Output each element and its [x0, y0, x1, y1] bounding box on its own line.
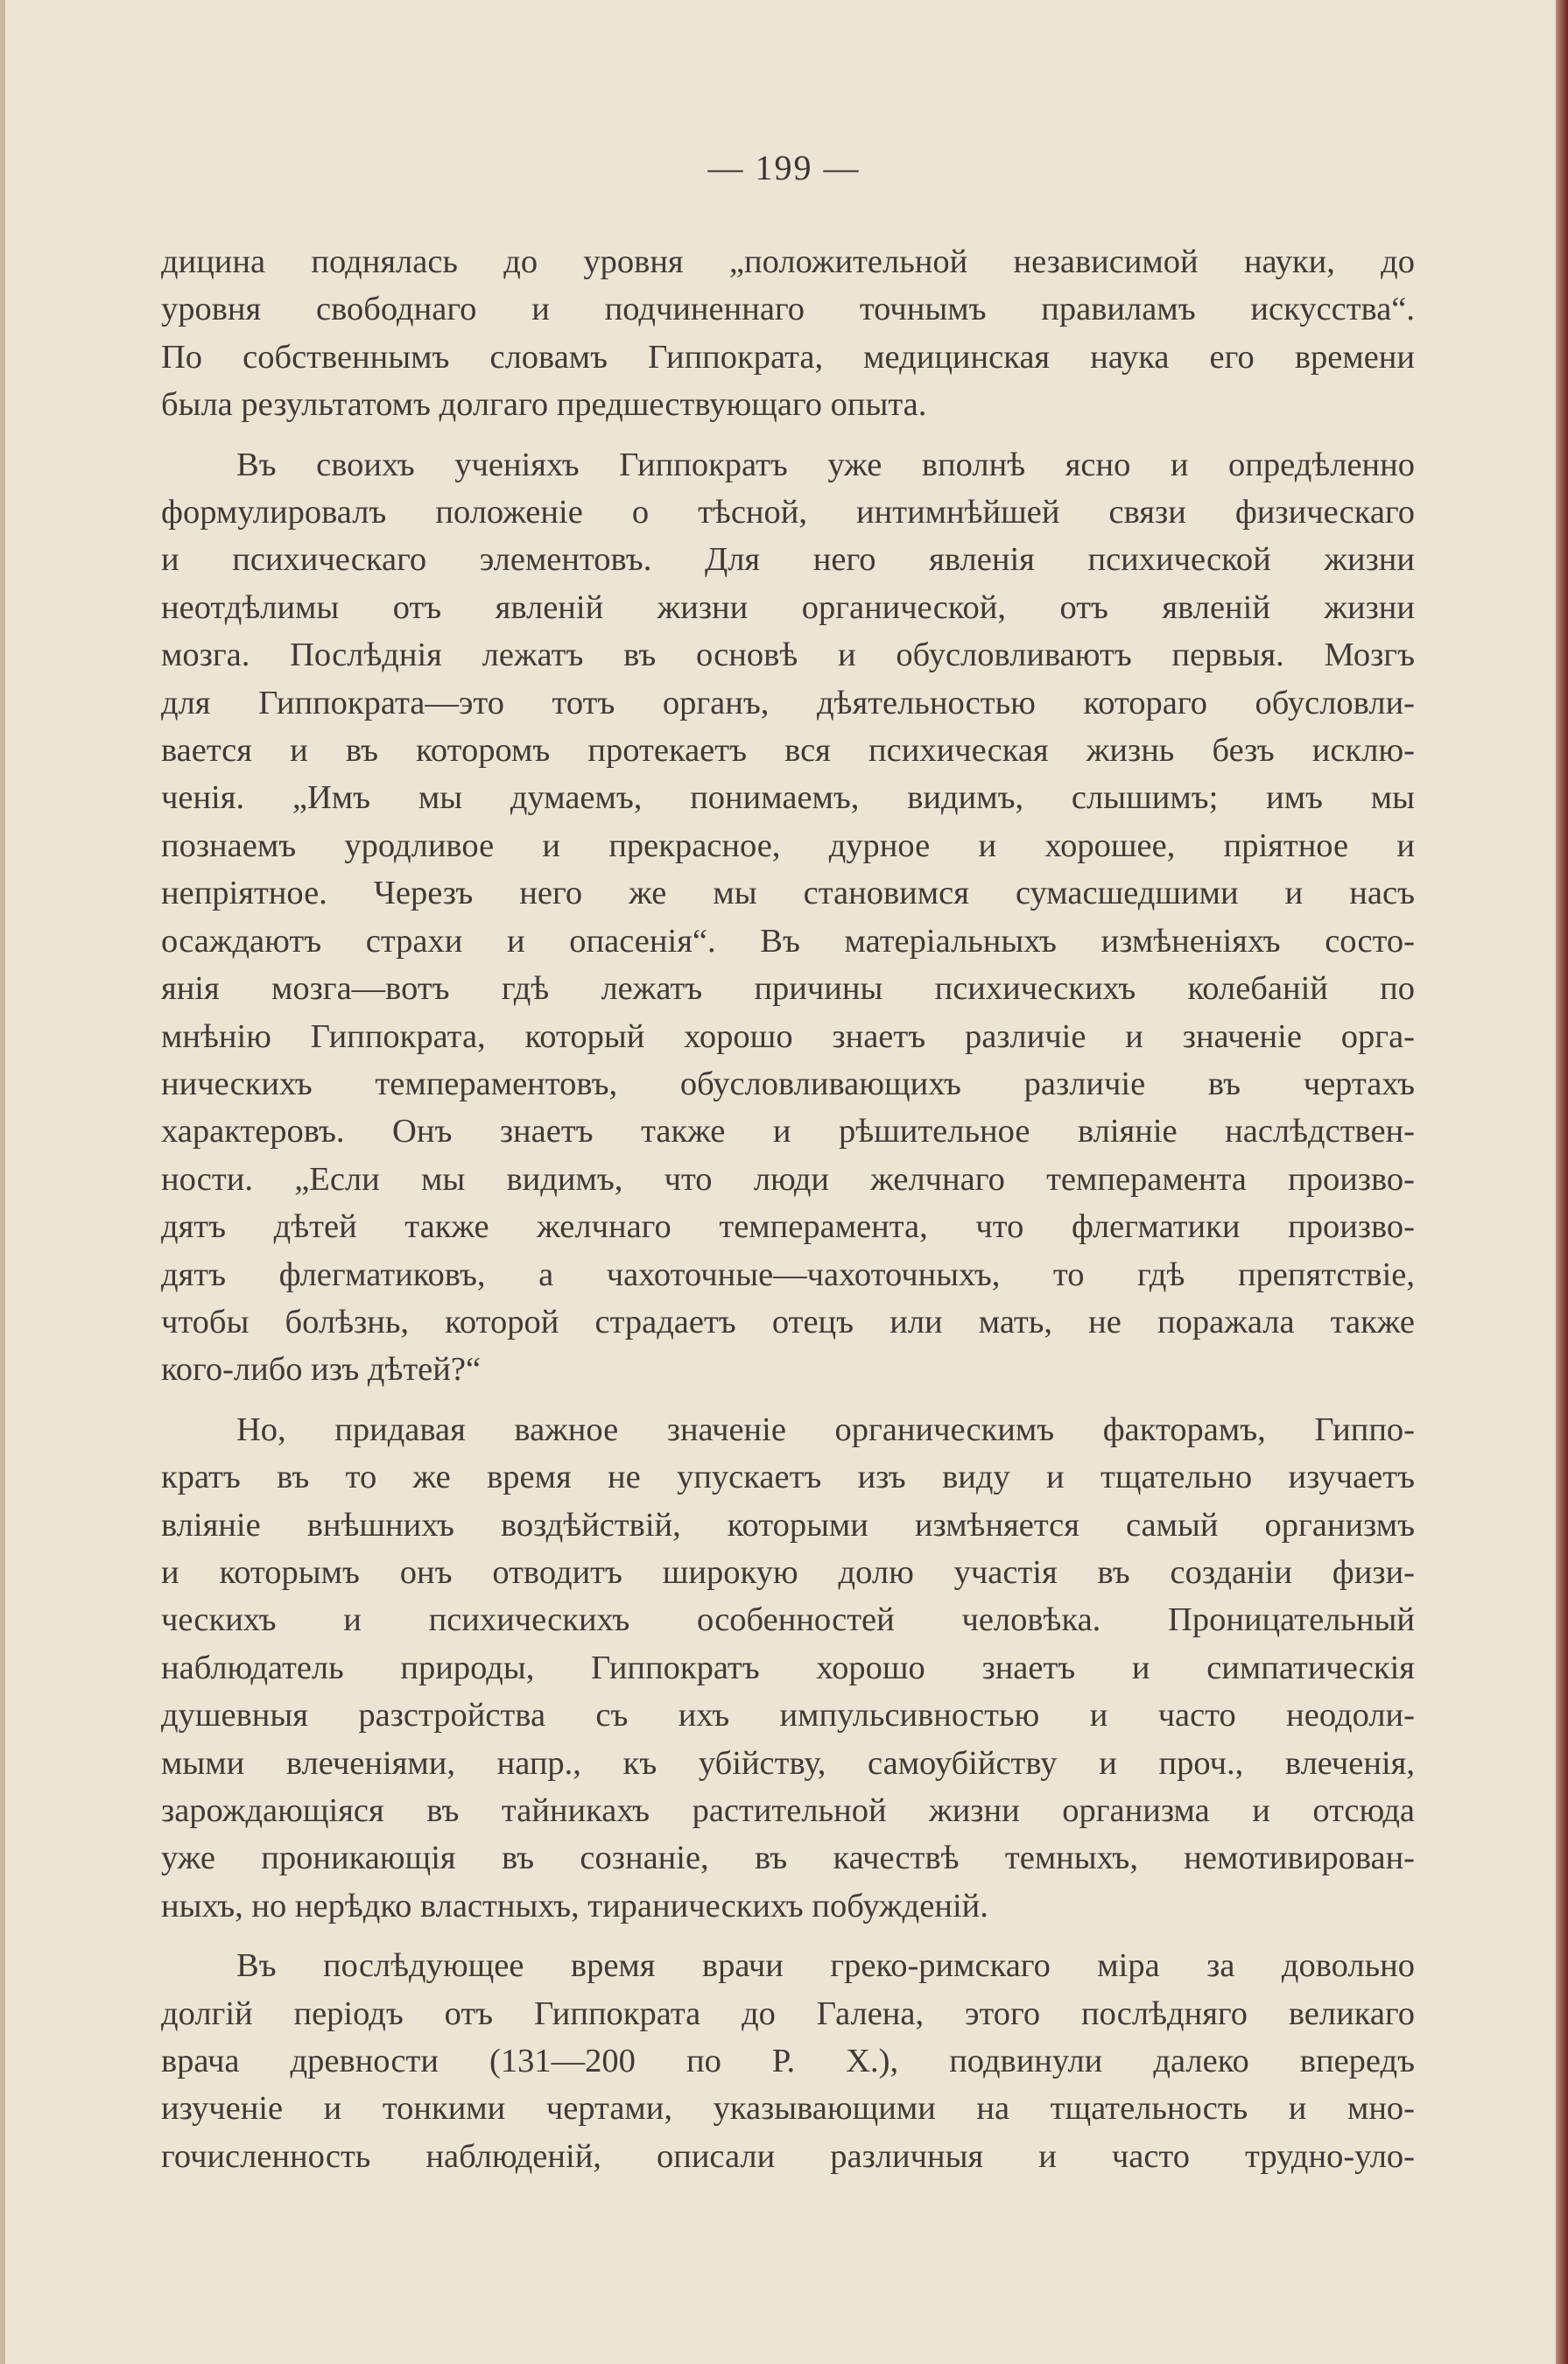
text-line: осаждаютъ страхи и опасенія“. Въ матеріальныхъ измѣненіяхъ состо- [161, 922, 1415, 960]
text-line: уже проникающія въ сознаніе, въ качествѣ темныхъ, немотивирован- [161, 1840, 1415, 1877]
text-line: дицина поднялась до уровня „положительной независимой науки, до [161, 243, 1415, 280]
text-line: По собственнымъ словамъ Гиппократа, медицинская наука его времени [161, 338, 1415, 376]
text-line: ности. „Если мы видимъ, что люди желчнаго темперамента произво- [161, 1160, 1415, 1198]
text-line: Въ послѣдующее время врачи греко-римскаго міра за довольно [236, 1947, 1415, 1985]
text-line: врача древности (131—200 по Р. Х.), подвинули далеко впередъ [161, 2043, 1415, 2080]
text-line: формулировалъ положеніе о тѣсной, интимнѣйшей связи физическаго [161, 494, 1415, 531]
text-line: вается и въ которомъ протекаетъ вся психическая жизнь безъ исклю- [161, 732, 1415, 770]
text-line: янія мозга—вотъ гдѣ лежатъ причины психическихъ колебаній по [161, 970, 1415, 1008]
text-line: уровня свободнаго и подчиненнаго точнымъ правиламъ искусства“. [161, 291, 1415, 328]
text-line: чтобы болѣзнь, которой страдаетъ отецъ или мать, не поражала также [161, 1303, 1415, 1340]
text-line: непріятное. Черезъ него же мы становимся сумасшедшими и насъ [161, 875, 1415, 912]
text-line: кратъ въ то же время не упускаетъ изъ виду и тщательно изучаетъ [161, 1459, 1415, 1496]
paragraph [161, 1942, 1415, 2180]
text-line: изученіе и тонкими чертами, указывающими на тщательность и мно- [161, 2090, 1415, 2128]
page-number: — 199 — [707, 148, 861, 187]
text-line: ченія. „Имъ мы думаемъ, понимаемъ, видимъ, слышимъ; имъ мы [161, 779, 1415, 817]
text-line: душевныя разстройства съ ихъ импульсивностью и часто неодоли- [161, 1697, 1415, 1734]
text-line: дятъ дѣтей также желчнаго темперамента, что флегматики произво- [161, 1208, 1415, 1246]
text-line: для Гиппократа—это тотъ органъ, дѣятельностью котораго обусловли- [161, 684, 1415, 721]
paragraph [161, 1406, 1415, 1930]
paragraph [161, 441, 1415, 1394]
text-line: ческихъ и психическихъ особенностей человѣка. Проницательный [161, 1601, 1415, 1639]
text-line: ныхъ, но нерѣдко властныхъ, тираническихъ побужденій. [161, 1887, 988, 1924]
text-line: была результатомъ долгаго предшествующаго опыта. [161, 386, 927, 424]
text-line: мозга. Послѣднія лежатъ въ основѣ и обусловливаютъ первыя. Мозгъ [161, 637, 1415, 674]
text-line: вліяніе внѣшнихъ воздѣйствій, которыми измѣняется самый организмъ [161, 1506, 1415, 1544]
text-line: неотдѣлимы отъ явленій жизни органической, отъ явленій жизни [161, 588, 1415, 626]
text-line: зарождающіяся въ тайникахъ растительной жизни организма и отсюда [161, 1792, 1415, 1829]
text-line: кого-либо изъ дѣтей?“ [161, 1351, 482, 1389]
page-left-edge [0, 0, 5, 2364]
paragraph [161, 238, 1415, 429]
text-line: характеровъ. Онъ знаетъ также и рѣшительное вліяніе наслѣдствен- [161, 1113, 1415, 1150]
text-line: гочисленность наблюденій, описали различныя и часто трудно-уло- [161, 2137, 1415, 2175]
text-line: дятъ флегматиковъ, а чахоточные—чахоточныхъ, то гдѣ препятствіе, [161, 1256, 1415, 1293]
body-text [161, 238, 1415, 2192]
page-right-edge [1556, 0, 1568, 2364]
text-line: Но, придавая важное значеніе органическимъ факторамъ, Гиппо- [236, 1411, 1415, 1448]
text-line: и психическаго элементовъ. Для него явленія психической жизни [161, 541, 1415, 579]
text-line: долгій періодъ отъ Гиппократа до Галена, этого послѣдняго великаго [161, 1995, 1415, 2032]
text-line: и которымъ онъ отводитъ широкую долю участія въ созданіи физи- [161, 1553, 1415, 1591]
text-line: познаемъ уродливое и прекрасное, дурное и хорошее, пріятное и [161, 827, 1415, 864]
text-line: ническихъ темпераментовъ, обусловливающихъ различіе въ чертахъ [161, 1065, 1415, 1102]
text-line: мыми влеченіями, напр., къ убійству, самоубійству и проч., влеченія, [161, 1744, 1415, 1782]
text-line: мнѣнію Гиппократа, который хорошо знаетъ различіе и значеніе орга- [161, 1017, 1415, 1055]
text-line: наблюдатель природы, Гиппократъ хорошо знаетъ и симпатическія [161, 1649, 1415, 1686]
text-line: Въ своихъ ученіяхъ Гиппократъ уже вполнѣ ясно и опредѣленно [236, 446, 1415, 483]
